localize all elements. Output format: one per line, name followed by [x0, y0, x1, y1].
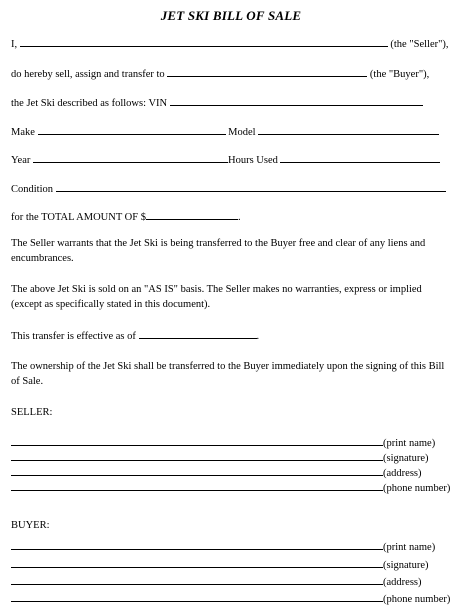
buyer-signature-label: (signature) — [383, 560, 429, 571]
condition-field[interactable] — [56, 181, 446, 192]
buyer-suffix: (the "Buyer"), — [369, 69, 430, 80]
buyer-phone-line — [11, 591, 450, 606]
seller-prefix: I, — [11, 39, 18, 50]
seller-signature-field[interactable] — [11, 450, 383, 461]
condition-label: Condition — [11, 184, 54, 195]
seller-signature-line — [11, 450, 428, 465]
condition-line — [11, 181, 446, 196]
amount-field[interactable] — [146, 209, 238, 220]
seller-print-name-field[interactable] — [11, 435, 383, 446]
effective-label: This transfer is effective as of — [11, 331, 136, 342]
seller-print-name-label: (print name) — [383, 438, 436, 449]
seller-address-field[interactable] — [11, 465, 383, 476]
year-field[interactable] — [33, 152, 228, 163]
buyer-signature-line — [11, 557, 428, 572]
amount-label: for the TOTAL AMOUNT OF $ — [11, 212, 146, 223]
effective-date-field[interactable] — [139, 328, 257, 339]
seller-suffix: (the "Seller"), — [390, 39, 449, 50]
effective-suffix: . — [256, 331, 260, 342]
seller-heading: SELLER: — [11, 407, 53, 418]
seller-signature-label: (signature) — [383, 453, 429, 464]
seller-address-line — [11, 465, 421, 480]
seller-address-label: (address) — [383, 468, 422, 479]
make-model-line — [11, 124, 439, 139]
warranty-paragraph: The Seller warrants that the Jet Ski is being transferred to the Buyer free and clear of any liens and encumbrances. — [11, 238, 426, 264]
effective-date-line — [11, 328, 259, 343]
hours-label: Hours Used — [227, 155, 278, 166]
seller-phone-field[interactable] — [11, 480, 383, 491]
buyer-print-name-line — [11, 539, 435, 554]
seller-name-line — [11, 36, 449, 51]
year-label: Year — [11, 155, 31, 166]
document-title: JET SKI BILL OF SALE — [160, 8, 302, 23]
year-hours-line — [11, 152, 440, 167]
buyer-print-name-label: (print name) — [383, 542, 436, 553]
model-field[interactable] — [258, 124, 439, 135]
buyer-address-label: (address) — [383, 577, 422, 588]
buyer-phone-label: (phone number) — [383, 594, 451, 605]
make-label: Make — [11, 127, 35, 138]
amount-line — [11, 209, 241, 224]
buyer-phone-field[interactable] — [11, 591, 383, 602]
amount-suffix: . — [237, 212, 241, 223]
buyer-name-field[interactable] — [167, 66, 367, 77]
seller-name-field[interactable] — [20, 36, 388, 47]
seller-phone-line — [11, 480, 450, 495]
buyer-address-line — [11, 574, 421, 589]
buyer-name-line — [11, 66, 429, 81]
as-is-paragraph: The above Jet Ski is sold on an "AS IS" basis. The Seller makes no warranties, express or implied (except as specifically stated in this document). — [11, 284, 422, 310]
vin-label: the Jet Ski described as follows: VIN — [11, 98, 168, 109]
vin-line — [11, 95, 423, 110]
ownership-paragraph: The ownership of the Jet Ski shall be transferred to the Buyer immediately upon the signing of this Bill of Sale. — [11, 361, 445, 387]
buyer-heading: BUYER: — [11, 520, 50, 531]
buyer-address-field[interactable] — [11, 574, 383, 585]
transfer-prefix: do hereby sell, assign and transfer to — [11, 69, 165, 80]
vin-field[interactable] — [170, 95, 423, 106]
make-field[interactable] — [38, 124, 226, 135]
buyer-print-name-field[interactable] — [11, 539, 383, 550]
seller-phone-label: (phone number) — [383, 483, 451, 494]
hours-field[interactable] — [280, 152, 440, 163]
buyer-signature-field[interactable] — [11, 557, 383, 568]
seller-print-name-line — [11, 435, 435, 450]
model-label: Model — [228, 127, 256, 138]
